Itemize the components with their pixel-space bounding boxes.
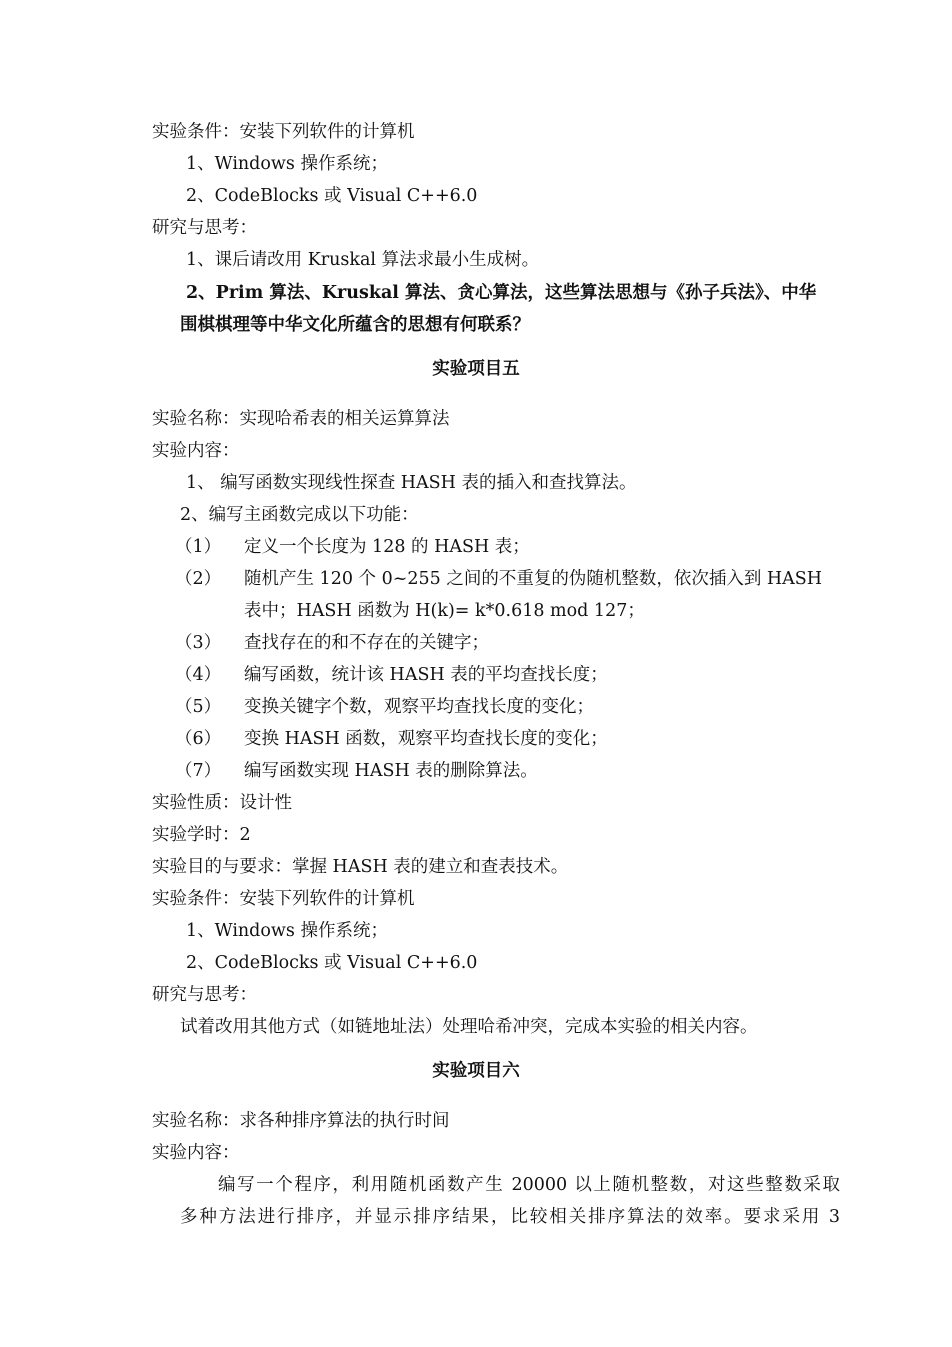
lab-conditions-2: 实验条件：安装下列软件的计算机 [152, 889, 415, 909]
research-text-2: 试着改用其他方式（如链地址法）处理哈希冲突，完成本实验的相关内容。 [180, 1017, 758, 1037]
research-item-2-cont: 围棋棋理等中华文化所蕴含的思想有何联系？ [180, 315, 530, 335]
content-item-2: 2、编写主函数完成以下功能： [180, 505, 419, 525]
sub-item-5-number: （5） [175, 697, 222, 717]
sub-item-4-number: （4） [175, 665, 222, 685]
sub-item-7-number: （7） [175, 761, 222, 781]
software-item-1b: 1、Windows 操作系统； [186, 921, 388, 941]
section-title-5: 实验项目五 [432, 359, 520, 379]
sub-item-7-text: 编写函数实现 HASH 表的删除算法。 [244, 761, 538, 781]
lab-content-heading-6: 实验内容： [152, 1143, 240, 1163]
sub-item-3-text: 查找存在的和不存在的关键字； [244, 633, 489, 653]
sub-item-1-text: 定义一个长度为 128 的 HASH 表； [244, 537, 530, 557]
lab-objectives: 实验目的与要求：掌握 HASH 表的建立和查表技术。 [152, 857, 569, 877]
lab-content-paragraph: 编写一个程序，利用随机函数产生 20000 以上随机整数，对这些整数采取 [218, 1175, 840, 1195]
software-item-2: 2、CodeBlocks 或 Visual C++6.0 [186, 186, 478, 206]
research-item-2: 2、Prim 算法、Kruskal 算法、贪心算法，这些算法思想与《孙子兵法》、中华 [186, 283, 817, 303]
lab-hours: 实验学时：2 [152, 825, 251, 845]
sub-item-6-text: 变换 HASH 函数，观察平均查找长度的变化； [244, 729, 608, 749]
sub-item-4-text: 编写函数，统计该 HASH 表的平均查找长度； [244, 665, 608, 685]
sub-item-6-number: （6） [175, 729, 222, 749]
research-heading: 研究与思考： [152, 218, 257, 238]
lab-content-paragraph-cont: 多种方法进行排序，并显示排序结果，比较相关排序算法的效率。要求采用 3 [180, 1207, 840, 1227]
sub-item-1-number: （1） [175, 537, 222, 557]
research-item-1: 1、课后请改用 Kruskal 算法求最小生成树。 [186, 250, 540, 270]
section-title-6: 实验项目六 [432, 1061, 520, 1081]
software-item-2b: 2、CodeBlocks 或 Visual C++6.0 [186, 953, 478, 973]
sub-item-2-number: （2） [175, 569, 222, 589]
lab-content-heading: 实验内容： [152, 441, 240, 461]
lab-conditions: 实验条件：安装下列软件的计算机 [152, 122, 415, 142]
lab-nature: 实验性质：设计性 [152, 793, 292, 813]
sub-item-5-text: 变换关键字个数，观察平均查找长度的变化； [244, 697, 594, 717]
sub-item-2-text: 随机产生 120 个 0~255 之间的不重复的伪随机整数，依次插入到 HASH [244, 569, 823, 589]
research-heading-2: 研究与思考： [152, 985, 257, 1005]
lab-name: 实验名称：实现哈希表的相关运算算法 [152, 409, 450, 429]
lab-name-6: 实验名称：求各种排序算法的执行时间 [152, 1111, 450, 1131]
content-item-1: 1、 编写函数实现线性探查 HASH 表的插入和查找算法。 [186, 473, 637, 493]
sub-item-2-text-cont: 表中；HASH 函数为 H(k)= k*0.618 mod 127； [244, 601, 645, 621]
software-item-1: 1、Windows 操作系统； [186, 154, 388, 174]
sub-item-3-number: （3） [175, 633, 222, 653]
